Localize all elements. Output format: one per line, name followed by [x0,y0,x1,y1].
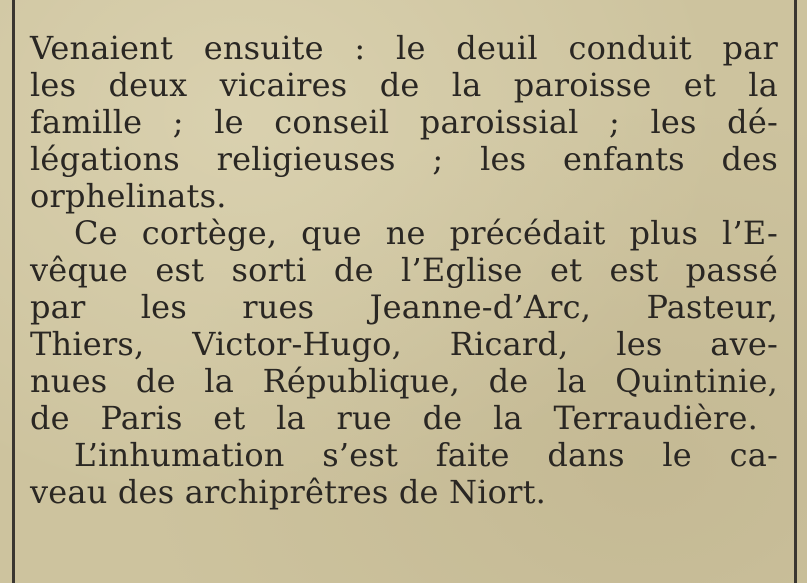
text-line: Thiers, Victor-Hugo, Ricard, les ave- [30,325,778,363]
article-column [30,30,778,511]
column-rule-right [794,0,797,583]
text-line: vêque est sorti de l’Eglise et est passé [30,251,778,289]
paragraph-1 [30,30,778,215]
paragraph-3 [30,437,778,511]
text-line: orphelinats. [30,177,227,215]
text-line: les deux vicaires de la paroisse et la [30,66,778,104]
text-line: par les rues Jeanne-d’Arc, Pasteur, [30,288,778,326]
text-line: Venaient ensuite : le deuil conduit par [30,29,778,67]
column-rule-left [12,0,15,583]
text-line: Ce cortège, que ne précédait plus l’E- [74,214,778,252]
text-line: légations religieuses ; les enfants des [30,140,778,178]
text-line: nues de la République, de la Quintinie, [30,362,778,400]
text-line: L’inhumation s’est faite dans le ca- [74,436,778,474]
text-line: veau des archiprêtres de Niort. [30,473,547,511]
paragraph-2 [30,215,778,437]
text-line: famille ; le conseil paroissial ; les dé- [30,103,778,141]
text-line: de Paris et la rue de la Terraudière. [30,399,758,437]
